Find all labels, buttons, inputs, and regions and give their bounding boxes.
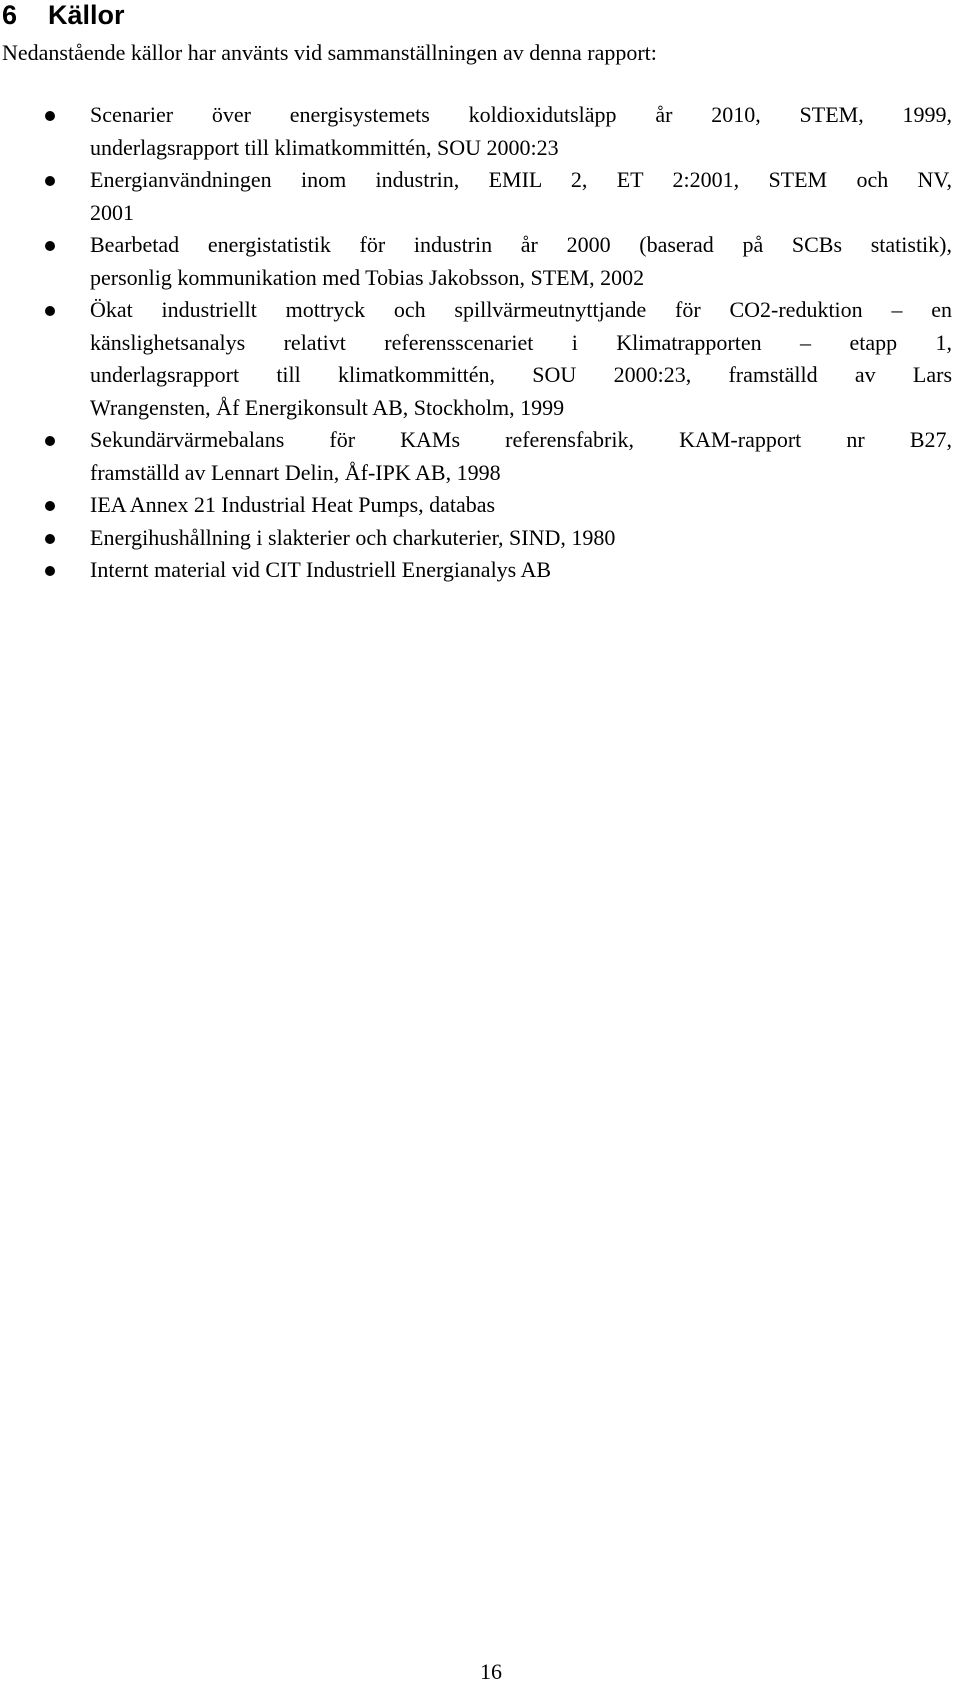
sources-list (0, 99, 960, 587)
source-line: Scenarier över energisystemets koldioxidutsläpp år 2010, STEM, 1999, (90, 102, 952, 127)
page-number: 16 (480, 1659, 502, 1684)
section-number: 6 (2, 0, 18, 30)
source-line: Energihushållning i slakterier och charkuterier, SIND, 1980 (90, 524, 616, 550)
section-title: Källor (48, 0, 125, 30)
source-item-slaughterhouse-energy (0, 522, 960, 555)
source-item-secondary-heat-balance (0, 424, 960, 489)
section-heading (2, 0, 125, 32)
bullet-icon (45, 241, 55, 251)
source-line: IEA Annex 21 Industrial Heat Pumps, databas (90, 492, 496, 517)
source-line: underlagsrapport till klimatkommittén, SOU 2000:23, framställd av Lars (90, 362, 952, 387)
source-item-energy-statistics (0, 229, 960, 294)
source-line: känslighetsanalys relativt referensscenariet i Klimatrapporten – etapp 1, (90, 329, 952, 355)
source-item-internal-material (0, 554, 960, 587)
source-line: Internt material vid CIT Industriell Energianalys AB (90, 557, 552, 582)
bullet-icon (45, 566, 55, 576)
bullet-icon (45, 534, 55, 544)
intro-paragraph: Nedanstående källor har använts vid sammanställningen av denna rapport: (2, 40, 657, 65)
source-line: underlagsrapport till klimatkommittén, SOU 2000:23 (90, 134, 559, 160)
source-line: framställd av Lennart Delin, Åf-IPK AB, 1998 (90, 459, 501, 485)
bullet-icon (45, 111, 55, 121)
source-line: Ökat industriellt mottryck och spillvärmeutnyttjande för CO2-reduktion – en (90, 297, 952, 322)
source-item-emissions-scenarios (0, 99, 960, 164)
bullet-icon (45, 501, 55, 511)
source-line: personlig kommunikation med Tobias Jakobsson, STEM, 2002 (90, 264, 645, 290)
source-item-industry-energy-use (0, 164, 960, 229)
source-line: Bearbetad energistatistik för industrin år 2000 (baserad på SCBs statistik), (90, 232, 952, 257)
bullet-icon (45, 436, 55, 446)
source-item-sensitivity-analysis (0, 294, 960, 424)
source-line: Energianvändningen inom industrin, EMIL 2, ET 2:2001, STEM och NV, (90, 167, 952, 192)
bullet-icon (45, 176, 55, 186)
source-line: 2001 (90, 199, 134, 225)
source-line: Sekundärvärmebalans för KAMs referensfabrik, KAM-rapport nr B27, (90, 427, 952, 452)
source-line: Wrangensten, Åf Energikonsult AB, Stockholm, 1999 (90, 394, 565, 420)
source-item-iea-annex (0, 489, 960, 522)
bullet-icon (45, 306, 55, 316)
